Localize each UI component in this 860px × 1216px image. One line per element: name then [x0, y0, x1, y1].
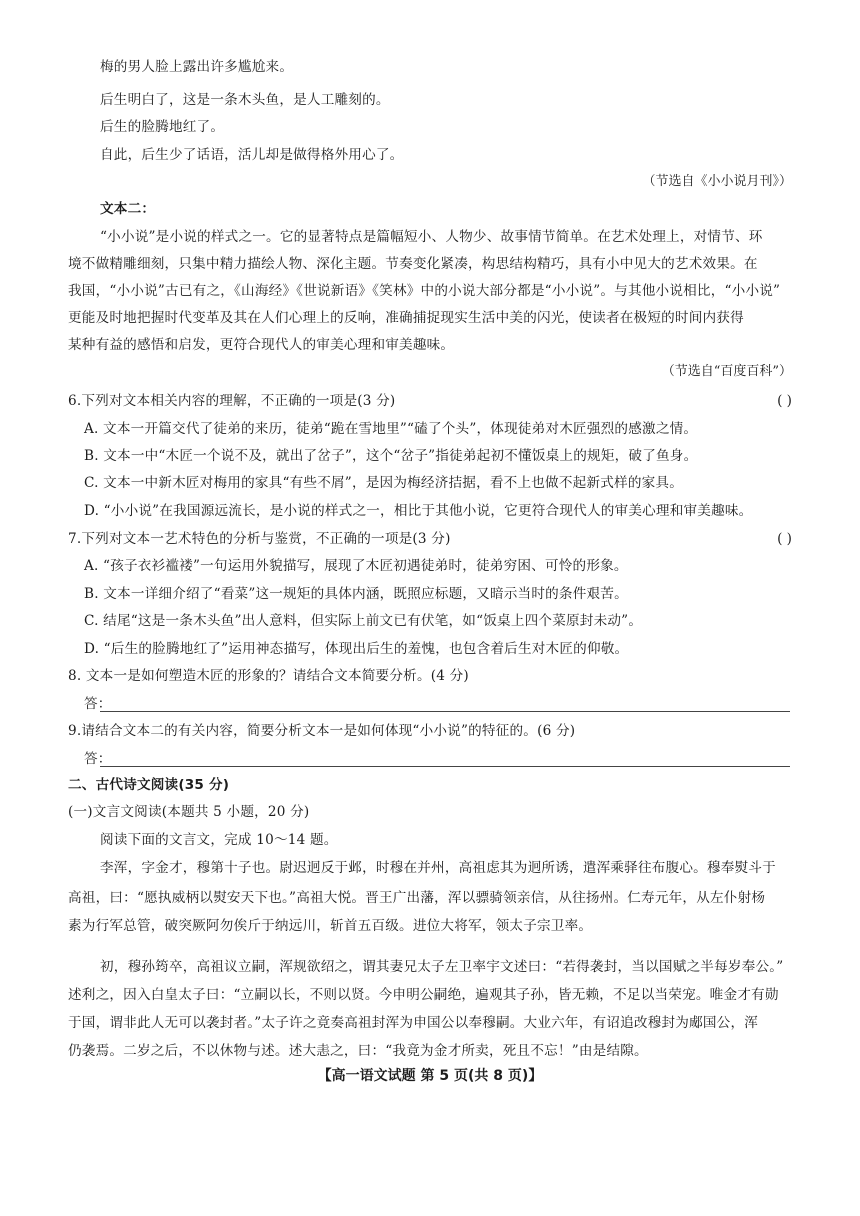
text2-line: 某种有益的感悟和启发，更符合现代人的审美心理和审美趣味。: [68, 337, 455, 353]
option-b: B. 文本一详细介绍了“看菜”这一规矩的具体内涵，既照应标题，又暗示当时的条件艰苦。: [84, 586, 628, 602]
option-c: C. 结尾“这是一条木头鱼”出人意料，但实际上前文已有伏笔，如“饭桌上四个菜原封未动”。: [84, 613, 643, 629]
classical-line: 素为行军总管，破突厥阿勿俟斤于纳远川，斩首五百级。进位大将军，领太子宗卫率。: [68, 918, 593, 934]
option-d: D. “小小说”在我国源远流长，是小说的样式之一，相比于其他小说，它更符合现代人的审美心理和审美趣味。: [84, 503, 753, 519]
option-d: D. “后生的脸腾地红了”运用神态描写，体现出后生的羞愧，也包含着后生对木匠的仰敬。: [84, 641, 629, 657]
text1-line: 后生明白了，这是一条木头鱼，是人工雕刻的。: [100, 92, 390, 108]
option-c: C. 文本一中新木匠对梅用的家具“有些不屑”，是因为梅经济拮据，看不上也做不起新式样的家具。: [84, 475, 683, 491]
text1-line: 自此，后生少了话语，活儿却是做得格外用心了。: [100, 147, 404, 163]
text2-line: 境不做精雕细刻，只集中精力描绘人物、深化主题。节奏变化紧凑，构思结构精巧，具有小中见大的艺术效果。在: [68, 256, 758, 272]
answer-label: 答：: [84, 751, 112, 767]
classical-line: 初，穆孙筠卒，高祖议立嗣，浑规欲绍之，谓其妻兄太子左卫率宇文述曰：“若得袭封，当以国赋之半每岁奉公。”: [100, 959, 784, 975]
subsection-title: (一)文言文阅读(本题共 5 小题，20 分): [68, 804, 310, 820]
option-b: B. 文本一中“木匠一个说不及，就出了岔子”，这个“岔子”指徒弟起初不懂饭桌上的规矩，破了鱼身。: [84, 448, 698, 464]
classical-line: 李浑，字金才，穆第十子也。尉迟迥反于邺，时穆在并州，高祖虑其为迥所诱，遣浑乘驿往布腹心。穆奉熨斗于: [100, 860, 776, 876]
question-6-stem: 6.下列对文本相关内容的理解，不正确的一项是(3 分): [68, 393, 396, 409]
reading-instruction: 阅读下面的文言文，完成 10～14 题。: [100, 832, 338, 848]
section-title: 二、古代诗文阅读(35 分): [68, 777, 230, 793]
text1-line: 后生的脸腾地红了。: [100, 119, 225, 135]
classical-line: 高祖，曰：“愿执威柄以熨安天下也。”高祖大悦。晋王广出藩，浑以骠骑领亲信，从往扬州。仁寿元年，从左仆射杨: [68, 890, 766, 906]
text2-line: “小小说”是小说的样式之一。它的显著特点是篇幅短小、人物少、故事情节简单。在艺术处理上，对情节、环: [100, 229, 763, 245]
option-a: A. “孩子衣衫褴褛”一句运用外貌描写，展现了木匠初遇徒弟时，徒弟穷困、可怜的形象。: [84, 558, 628, 574]
answer-bracket: ( ): [777, 531, 792, 547]
text2-heading: 文本二：: [100, 201, 156, 217]
question-8-stem: 8. 文本一是如何塑造木匠的形象的？请结合文本简要分析。(4 分): [68, 668, 469, 684]
classical-line: 仍袭焉。二岁之后，不以休物与述。述大恚之，曰：“我竟为金才所卖，死且不忘！”由是结隙。: [68, 1043, 648, 1059]
answer-line[interactable]: [100, 766, 790, 767]
classical-line: 于国，谓非此人无可以袭封者。”太子许之竟奏高祖封浑为申国公以奉穆嗣。大业六年，有诏追改穆封为郕国公，浑: [68, 1015, 759, 1031]
question-9-stem: 9.请结合文本二的有关内容，简要分析文本一是如何体现“小小说”的特征的。(6 分): [68, 723, 576, 739]
answer-bracket: ( ): [777, 393, 792, 409]
text1-line: 梅的男人脸上露出许多尴尬来。: [100, 59, 294, 75]
page-footer: 【高一语文试题 第 5 页(共 8 页)】: [317, 1068, 543, 1084]
text2-source: （节选自“百度百科”）: [661, 364, 792, 379]
answer-label: 答：: [84, 696, 112, 712]
answer-line[interactable]: [100, 711, 790, 712]
question-7-stem: 7.下列对文本一艺术特色的分析与鉴赏，不正确的一项是(3 分): [68, 531, 451, 547]
classical-line: 述利之，因入白皇太子曰：“立嗣以长，不则以贤。今申明公嗣绝，遍观其子孙，皆无赖，不足以当荣宠。唯金才有勋: [68, 987, 779, 1003]
option-a: A. 文本一开篇交代了徒弟的来历，徒弟“跪在雪地里”“磕了个头”，体现徒弟对木匠强烈的感激之情。: [84, 421, 698, 437]
text2-line: 我国，“小小说”古已有之，《山海经》《世说新语》《笑林》中的小说大部分都是“小小说”。与其他小说相比，“小小说”: [68, 283, 781, 299]
text2-line: 更能及时地把握时代变革及其在人们心理上的反响，准确捕捉现实生活中美的闪光，使读者在极短的时间内获得: [68, 310, 744, 326]
text1-source: （节选自《小小说月刊》）: [642, 174, 792, 189]
